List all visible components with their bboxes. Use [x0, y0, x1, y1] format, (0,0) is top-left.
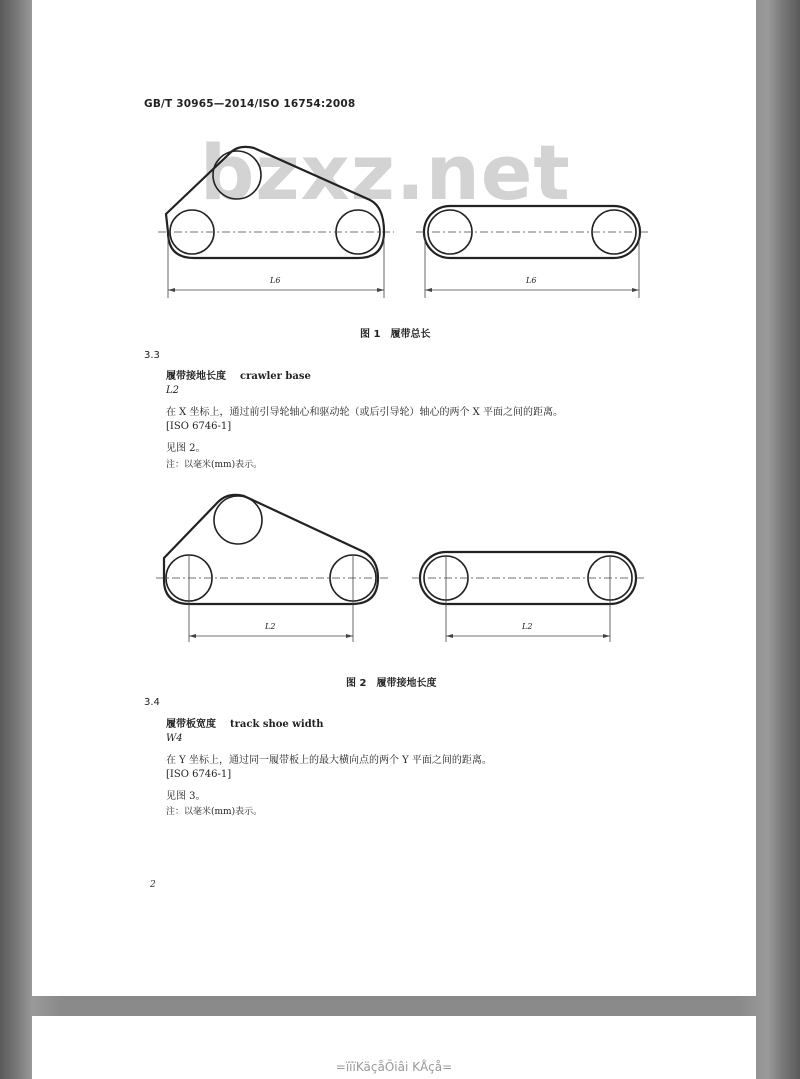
document-page-1 [32, 0, 756, 996]
section-3-4-term [166, 715, 324, 730]
figure-1-diagram [32, 0, 756, 320]
section-3-3-symbol: L2 [166, 385, 180, 396]
figure-2-dimension-label-right: L2 [522, 622, 533, 631]
figure-1-dimension-label-left: L6 [270, 276, 281, 285]
section-3-4-source: [ISO 6746-1] [166, 769, 232, 780]
section-3-4-symbol: W4 [166, 733, 183, 744]
section-3-3-source: [ISO 6746-1] [166, 421, 232, 432]
term-english: crawler base [240, 371, 311, 382]
term-english: track shoe width [230, 719, 324, 730]
figure-2-caption: 图 2 履带接地长度 [346, 678, 437, 689]
figure-2-dimension-label-left: L2 [265, 622, 276, 631]
standard-header: GB/T 30965—2014/ISO 16754:2008 [144, 98, 356, 110]
page-number: 2 [150, 880, 156, 890]
section-3-3-note: 注：以毫米(mm)表示。 [166, 460, 263, 470]
figure-1-dimension-label-right: L6 [526, 276, 537, 285]
section-3-3-number: 3.3 [144, 350, 160, 361]
watermark: bzxz.net [200, 128, 571, 217]
figure-2-diagram [32, 470, 756, 690]
section-3-3-term [166, 367, 311, 382]
section-3-4-note: 注：以毫米(mm)表示。 [166, 807, 263, 817]
term-chinese: 履带接地长度 [166, 371, 226, 382]
section-3-4-see-figure: 见图 3。 [166, 791, 206, 802]
section-3-3-see-figure: 见图 2。 [166, 443, 206, 454]
section-3-3-definition: 在 X 坐标上，通过前引导轮轴心和驱动轮（或后引导轮）轴心的两个 X 平面之间的距离。 [166, 407, 563, 418]
footer-garbled-text: =ïïïKäçåÕiâi KÅçå= [335, 1060, 453, 1074]
section-3-4-definition: 在 Y 坐标上，通过同一履带板上的最大横向点的两个 Y 平面之间的距离。 [166, 755, 492, 766]
section-3-4-number: 3.4 [144, 697, 160, 708]
figure-1-caption: 图 1 履带总长 [360, 329, 431, 340]
term-chinese: 履带板宽度 [166, 719, 216, 730]
document-page-2 [32, 1016, 756, 1079]
